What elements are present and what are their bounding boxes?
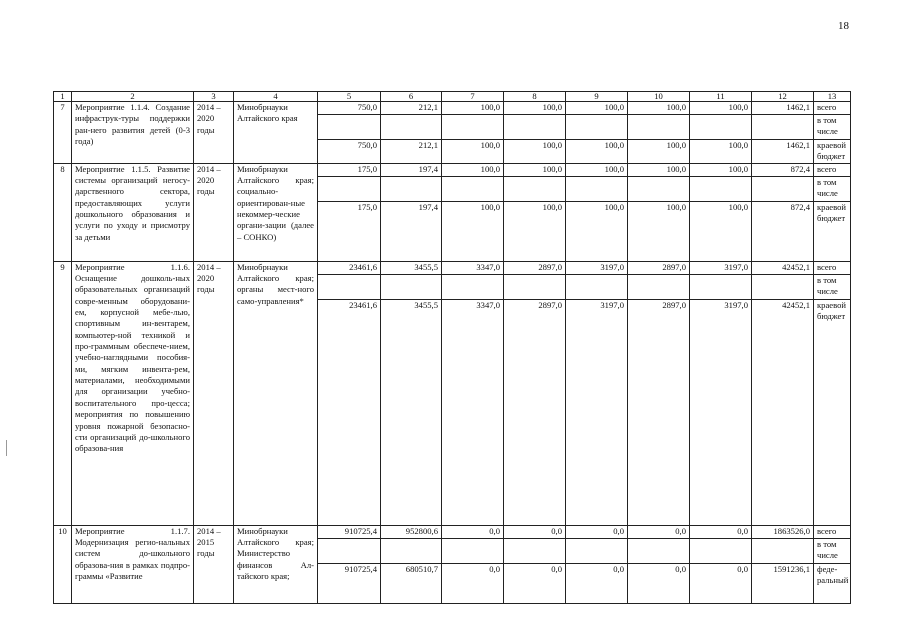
funding-source: всего [814, 102, 851, 115]
value-cell: 175,0 [318, 201, 381, 261]
value-cell: 23461,6 [318, 299, 381, 525]
value-cell: 100,0 [566, 201, 628, 261]
value-cell [318, 176, 381, 201]
value-cell: 100,0 [690, 201, 752, 261]
value-cell [566, 115, 628, 140]
value-cell [442, 538, 504, 563]
value-cell: 1863526,0 [752, 525, 814, 538]
header-cell: 11 [690, 92, 752, 102]
value-cell [381, 538, 442, 563]
value-cell [381, 115, 442, 140]
value-cell [690, 274, 752, 299]
header-cell: 13 [814, 92, 851, 102]
header-cell: 3 [194, 92, 234, 102]
value-cell: 212,1 [381, 140, 442, 164]
value-cell: 0,0 [504, 563, 566, 603]
value-cell: 100,0 [442, 102, 504, 115]
funding-source: краевой бюджет [814, 201, 851, 261]
value-cell [752, 115, 814, 140]
value-cell: 100,0 [504, 102, 566, 115]
value-cell [628, 115, 690, 140]
value-cell [318, 538, 381, 563]
header-row [54, 92, 851, 102]
funding-source: феде-ральный [814, 563, 851, 603]
value-cell [318, 274, 381, 299]
margin-mark [6, 440, 7, 456]
funding-source: в том числе [814, 538, 851, 563]
value-cell: 0,0 [504, 525, 566, 538]
value-cell [442, 274, 504, 299]
value-cell: 3197,0 [566, 299, 628, 525]
page-number: 18 [838, 20, 849, 32]
value-cell: 0,0 [442, 525, 504, 538]
value-cell: 2897,0 [628, 261, 690, 274]
value-cell [504, 274, 566, 299]
value-cell: 42452,1 [752, 299, 814, 525]
value-cell: 100,0 [690, 163, 752, 176]
value-cell: 23461,6 [318, 261, 381, 274]
value-cell: 100,0 [442, 140, 504, 164]
funding-source: в том числе [814, 274, 851, 299]
value-cell: 0,0 [628, 525, 690, 538]
value-cell: 0,0 [442, 563, 504, 603]
row-number: 8 [54, 163, 72, 261]
value-cell: 100,0 [628, 140, 690, 164]
value-cell: 680510,7 [381, 563, 442, 603]
row-number: 9 [54, 261, 72, 525]
header-cell: 5 [318, 92, 381, 102]
value-cell: 3455,5 [381, 299, 442, 525]
measure-name: Мероприятие 1.1.6. Оснащение дошколь-ных образовательных организаций совре-менным оборудовани-ем, корпусной мебе-лью, спортивным ин-вентарем, компьютер-ной техникой и про-граммным обеспече-нием, учебно-наглядными пособия-ми, мягким инвента-рем, материалами, необходимыми для организации учебно-воспитательного про-цесса; мероприятия по повышению уровня пожарной безопасно-сти организаций до-школьного образова-ния [72, 261, 194, 525]
value-cell: 0,0 [690, 563, 752, 603]
value-cell [566, 274, 628, 299]
header-cell: 2 [72, 92, 194, 102]
value-cell: 100,0 [566, 163, 628, 176]
value-cell: 3197,0 [566, 261, 628, 274]
funding-source: в том числе [814, 176, 851, 201]
value-cell: 3197,0 [690, 299, 752, 525]
value-cell: 750,0 [318, 140, 381, 164]
value-cell: 872,4 [752, 201, 814, 261]
value-cell: 100,0 [628, 201, 690, 261]
funding-source: всего [814, 261, 851, 274]
value-cell: 2897,0 [504, 299, 566, 525]
value-cell: 2897,0 [504, 261, 566, 274]
header-cell: 10 [628, 92, 690, 102]
years: 2014 – 2020 годы [194, 163, 234, 261]
table-row [54, 102, 851, 115]
value-cell: 0,0 [690, 525, 752, 538]
value-cell [628, 176, 690, 201]
value-cell [381, 274, 442, 299]
executor: Минобрнауки Алтайского края; социально-ориентирован-ные некоммер-ческие органи-зации (далее – СОНКО) [234, 163, 318, 261]
table-row [54, 525, 851, 538]
value-cell: 1462,1 [752, 140, 814, 164]
value-cell [442, 176, 504, 201]
measure-name: Мероприятие 1.1.7. Модернизация регио-нальных систем до-школьного образова-ния в рамках подпро-граммы «Развитие [72, 525, 194, 603]
value-cell [566, 538, 628, 563]
years: 2014 – 2020 годы [194, 261, 234, 525]
value-cell: 197,4 [381, 163, 442, 176]
value-cell: 750,0 [318, 102, 381, 115]
value-cell: 872,4 [752, 163, 814, 176]
value-cell [504, 115, 566, 140]
years: 2014 – 2020 годы [194, 102, 234, 164]
value-cell: 100,0 [566, 140, 628, 164]
header-cell: 8 [504, 92, 566, 102]
measure-name: Мероприятие 1.1.5. Развитие системы организаций негосу-дарственного сектора, предоставляющих услуги дошкольного образования и услуги по уходу и присмотру за детьми [72, 163, 194, 261]
value-cell: 3197,0 [690, 261, 752, 274]
value-cell: 3347,0 [442, 261, 504, 274]
header-cell: 1 [54, 92, 72, 102]
value-cell: 197,4 [381, 201, 442, 261]
value-cell [690, 115, 752, 140]
value-cell [318, 115, 381, 140]
value-cell: 910725,4 [318, 525, 381, 538]
row-number: 10 [54, 525, 72, 603]
value-cell [752, 538, 814, 563]
program-table [53, 91, 851, 604]
funding-source: всего [814, 163, 851, 176]
value-cell [628, 274, 690, 299]
value-cell: 910725,4 [318, 563, 381, 603]
value-cell [628, 538, 690, 563]
value-cell: 0,0 [628, 563, 690, 603]
executor: Минобрнауки Алтайского края; Министерство финансов Ал-тайского края; [234, 525, 318, 603]
value-cell: 2897,0 [628, 299, 690, 525]
table-row [54, 261, 851, 274]
value-cell [690, 176, 752, 201]
header-cell: 9 [566, 92, 628, 102]
executor: Минобрнауки Алтайского края; органы мест-ного само-управления* [234, 261, 318, 525]
value-cell: 100,0 [442, 163, 504, 176]
value-cell: 212,1 [381, 102, 442, 115]
value-cell [504, 538, 566, 563]
header-cell: 4 [234, 92, 318, 102]
value-cell: 42452,1 [752, 261, 814, 274]
value-cell: 0,0 [566, 563, 628, 603]
value-cell: 100,0 [504, 140, 566, 164]
value-cell: 100,0 [690, 102, 752, 115]
value-cell: 100,0 [690, 140, 752, 164]
years: 2014 – 2015 годы [194, 525, 234, 603]
value-cell: 100,0 [442, 201, 504, 261]
funding-source: краевой бюджет [814, 299, 851, 525]
value-cell [752, 176, 814, 201]
row-number: 7 [54, 102, 72, 164]
value-cell: 100,0 [504, 163, 566, 176]
value-cell: 175,0 [318, 163, 381, 176]
table-row [54, 163, 851, 176]
value-cell [504, 176, 566, 201]
value-cell: 100,0 [504, 201, 566, 261]
value-cell: 952800,6 [381, 525, 442, 538]
value-cell: 1591236,1 [752, 563, 814, 603]
value-cell: 3455,5 [381, 261, 442, 274]
executor: Минобрнауки Алтайского края [234, 102, 318, 164]
measure-name: Мероприятие 1.1.4. Создание инфраструк-туры поддержки ран-него развития детей (0-3 года) [72, 102, 194, 164]
funding-source: краевой бюджет [814, 140, 851, 164]
value-cell [690, 538, 752, 563]
value-cell: 3347,0 [442, 299, 504, 525]
value-cell [752, 274, 814, 299]
value-cell: 100,0 [566, 102, 628, 115]
funding-source: в том числе [814, 115, 851, 140]
value-cell: 100,0 [628, 102, 690, 115]
header-cell: 7 [442, 92, 504, 102]
value-cell: 100,0 [628, 163, 690, 176]
funding-source: всего [814, 525, 851, 538]
value-cell [566, 176, 628, 201]
header-cell: 6 [381, 92, 442, 102]
header-cell: 12 [752, 92, 814, 102]
value-cell [442, 115, 504, 140]
value-cell: 0,0 [566, 525, 628, 538]
value-cell: 1462,1 [752, 102, 814, 115]
value-cell [381, 176, 442, 201]
